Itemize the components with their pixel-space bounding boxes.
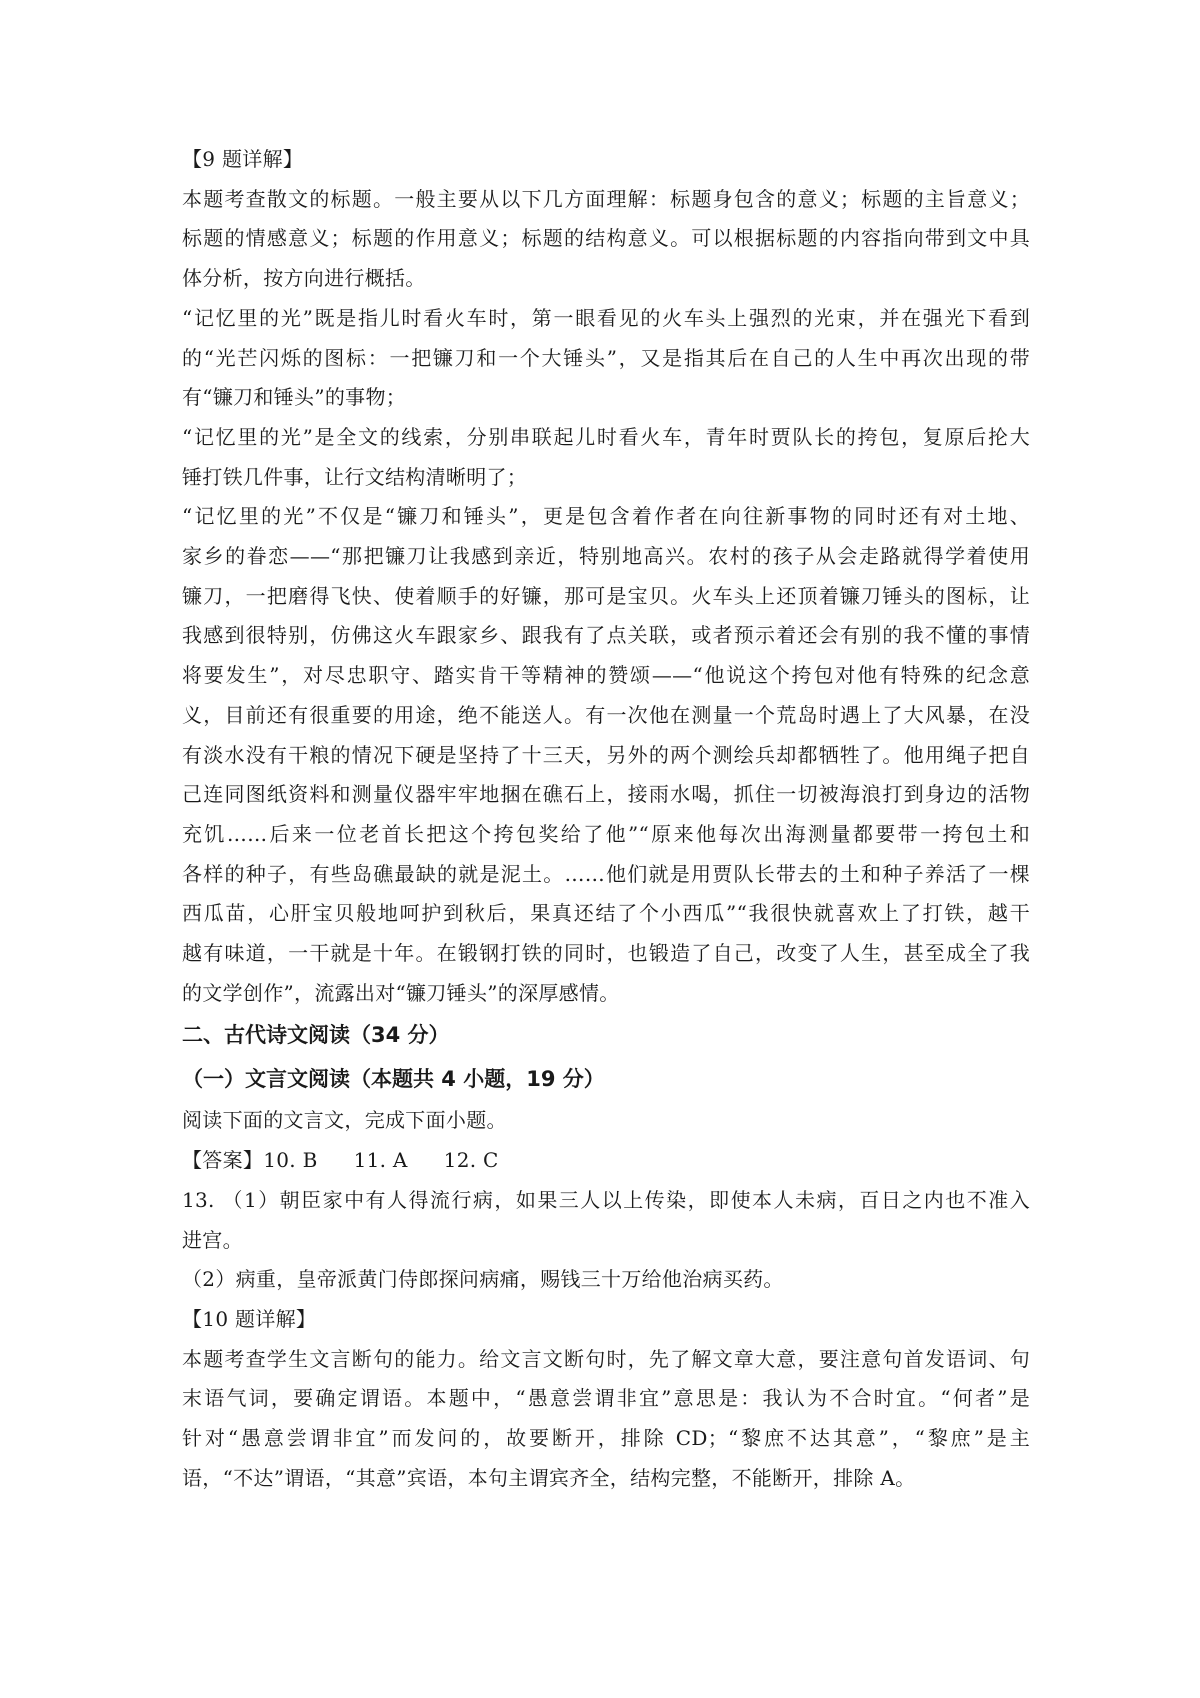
- text-line: 我感到很特别，仿佛这火车跟家乡、跟我有了点关联，或者预示着还会有别的我不懂的事情: [182, 623, 1030, 648]
- text-line: “记忆里的光”不仅是“镰刀和锤头”，更是包含着作者在向往新事物的同时还有对土地、: [182, 504, 1030, 529]
- section9-paragraph-1: [182, 299, 1030, 418]
- text-line: 家乡的眷恋——“那把镰刀让我感到亲近，特别地高兴。农村的孩子从会走路就得学着使用: [182, 544, 1030, 569]
- text-line: 越有味道，一干就是十年。在锻钢打铁的同时，也锻造了自己，改变了人生，甚至成全了我: [182, 941, 1030, 966]
- document-page: [182, 140, 1030, 1499]
- text-line: 有“镰刀和锤头”的事物；: [182, 385, 407, 410]
- text-line: 体分析，按方向进行概括。: [182, 266, 426, 291]
- answer-key: [182, 1141, 1030, 1181]
- answer-12: 12. C: [443, 1148, 499, 1173]
- text-line: 本题考查散文的标题。一般主要从以下几方面理解：标题身包含的意义；标题的主旨意义；: [182, 186, 1030, 211]
- text-line: 【9 题详解】: [182, 147, 304, 171]
- answer-10: 【答案】10. B: [182, 1148, 318, 1173]
- text-line: 进宫。: [182, 1227, 243, 1252]
- text-line: 西瓜苗，心肝宝贝般地呵护到秋后，果真还结了个小西瓜”“我很快就喜欢上了打铁，越干: [182, 901, 1030, 926]
- text-line: 各样的种子，有些岛礁最缺的就是泥土。……他们就是用贾队长带去的土和种子养活了一棵: [182, 861, 1030, 886]
- text-line: 的文学创作”，流露出对“镰刀锤头”的深厚感情。: [182, 980, 620, 1005]
- text-line: 将要发生”，对尽忠职守、踏实肯干等精神的赞颂——“他说这个挎包对他有特殊的纪念意: [182, 663, 1030, 688]
- text-line: 语，“不达”谓语，“其意”宾语，本句主谓宾齐全，结构完整，不能断开，排除 A。: [182, 1465, 916, 1490]
- text-line: 本题考查学生文言断句的能力。给文言文断句时，先了解文章大意，要注意句首发语词、句: [182, 1346, 1030, 1371]
- subsection-heading: （一）文言文阅读（本题共 4 小题，19 分）: [182, 1067, 605, 1092]
- instruction-text: [182, 1101, 1030, 1141]
- section9-paragraph-2: [182, 418, 1030, 497]
- text-line: 有淡水没有干粮的情况下硬是坚持了十三天，另外的两个测绘兵却都牺牲了。他用绳子把自: [182, 742, 1030, 767]
- text-line: 13. （1）朝臣家中有人得流行病，如果三人以上传染，即使本人未病，百日之内也不准入: [182, 1187, 1030, 1212]
- text-line: 【10 题详解】: [182, 1306, 317, 1331]
- text-line: 针对“愚意尝谓非宜”而发问的，故要断开，排除 CD；“黎庶不达其意”，“黎庶”是主: [182, 1426, 1030, 1451]
- question-13-answer-2: [182, 1260, 1030, 1300]
- text-line: 阅读下面的文言文，完成下面小题。: [182, 1108, 507, 1133]
- text-line: 镰刀，一把磨得飞快、使着顺手的好镰，那可是宝贝。火车头上还顶着镰刀锤头的图标，让: [182, 583, 1030, 608]
- text-line: 锤打铁几件事，让行文结构清晰明了；: [182, 464, 528, 489]
- answer-line: [182, 1141, 1030, 1181]
- section9-header: [182, 140, 1030, 180]
- section10-paragraph: [182, 1340, 1030, 1499]
- text-line: “记忆里的光”既是指儿时看火车时，第一眼看见的火车头上强烈的光束，并在强光下看到: [182, 305, 1030, 330]
- answer-11: 11. A: [353, 1148, 408, 1173]
- section10-header: [182, 1300, 1030, 1340]
- section9-paragraph-3: [182, 497, 1030, 1013]
- text-line: “记忆里的光”是全文的线索，分别串联起儿时看火车，青年时贾队长的挎包，复原后抡大: [182, 424, 1030, 449]
- text-line: 标题的情感意义；标题的作用意义；标题的结构意义。可以根据标题的内容指向带到文中具: [182, 226, 1030, 251]
- question-13-answer-1: [182, 1181, 1030, 1260]
- text-line: 末语气词，要确定谓语。本题中，“愚意尝谓非宜”意思是：我认为不合时宜。“何者”是: [182, 1386, 1030, 1411]
- text-line: 义，目前还有很重要的用途，绝不能送人。有一次他在测量一个荒岛时遇上了大风暴，在没: [182, 702, 1030, 727]
- text-line: （2）病重，皇帝派黄门侍郎探问病痛，赐钱三十万给他治病买药。: [182, 1267, 784, 1292]
- text-line: 充饥……后来一位老首长把这个挎包奖给了他”“原来他每次出海测量都要带一挎包土和: [182, 821, 1030, 846]
- section9-intro-paragraph: [182, 180, 1030, 299]
- section-heading: 二、古代诗文阅读（34 分）: [182, 1023, 450, 1048]
- text-line: 的“光芒闪烁的图标：一把镰刀和一个大锤头”，又是指其后在自己的人生中再次出现的带: [182, 345, 1030, 370]
- text-line: 己连同图纸资料和测量仪器牢牢地捆在礁石上，接雨水喝，抓住一切被海浪打到身边的活物: [182, 782, 1030, 807]
